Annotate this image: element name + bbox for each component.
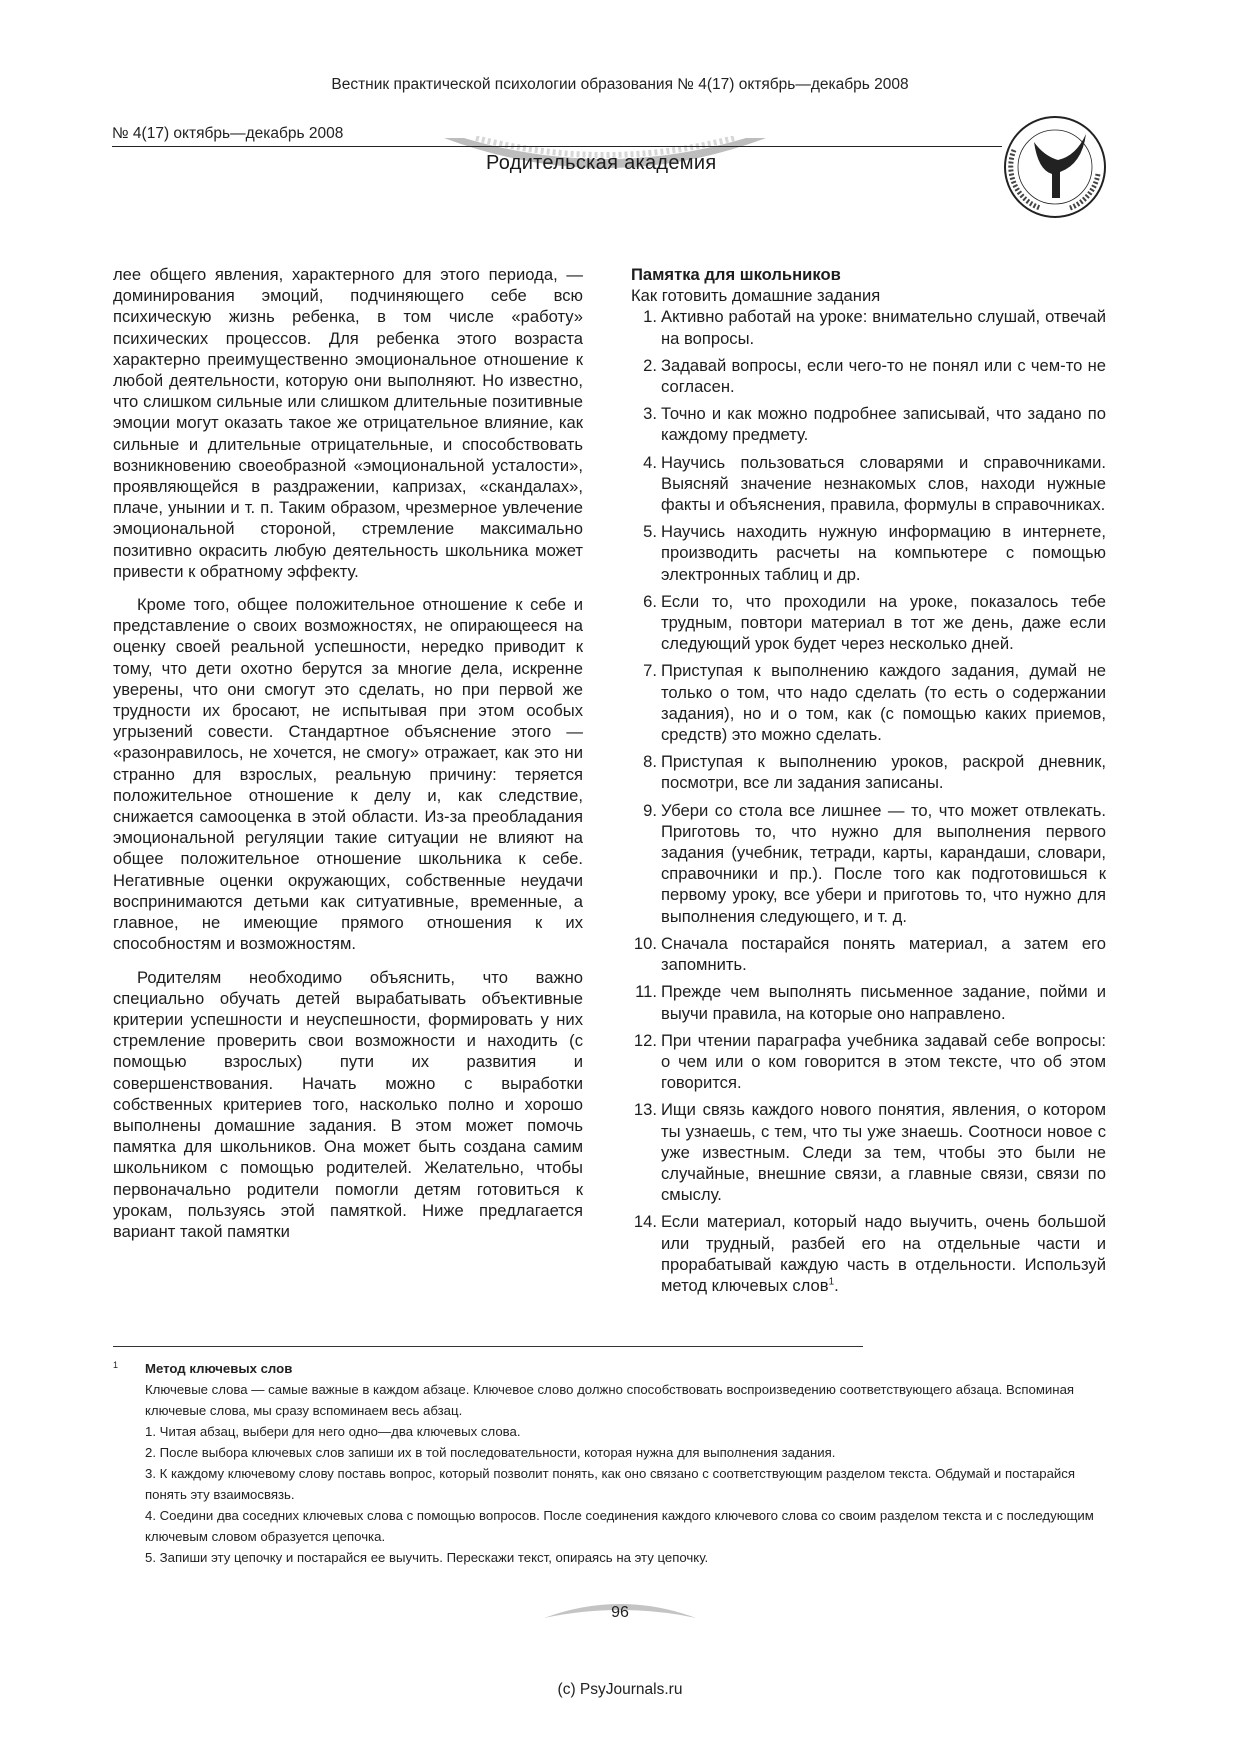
item-text: Научись пользоваться словарями и справочниками. Выясняй значение незнакомых слов, находи нужные факты и объяснения, правила, формулы в справочниках.: [661, 452, 1106, 515]
list-item: [631, 452, 1106, 516]
footnote-line: 1. Читая абзац, выбери для него одно—два ключевых слова.: [145, 1424, 521, 1439]
list-item: [631, 1099, 1106, 1205]
footnote-marker: 1: [113, 1360, 119, 1370]
list-item: [631, 355, 1106, 397]
list-item: [631, 403, 1106, 445]
item-number: 9.: [643, 800, 657, 820]
page-number: 96: [611, 1604, 629, 1621]
copyright: (c) PsyJournals.ru: [557, 1681, 683, 1698]
list-item: [631, 933, 1106, 975]
item-text: Точно и как можно подробнее записывай, что задано по каждому предмету.: [661, 404, 1106, 445]
item-text: Прежде чем выполнять письменное задание, пойми и выучи правила, на которые оно направлено.: [661, 982, 1106, 1023]
item-number: 12.: [633, 1030, 657, 1050]
item-text: Приступая к выполнению каждого задания, думай не только о том, что надо сделать (то есть о содержании задания), но и о том, как (с помощью каких приемов, средств) это можно сделать.: [661, 661, 1106, 745]
list-item: [631, 981, 1106, 1023]
header-rule: [112, 146, 1002, 147]
item-number: 3.: [643, 404, 657, 424]
footnote-reference[interactable]: 1: [828, 1276, 835, 1288]
item-text: Если материал, который надо выучить, очень большой или трудный, разбей его на отдельные части и прорабатывай каждую часть в отдельности. Используй метод ключевых слов$^1$.: [661, 1212, 1106, 1295]
item-text: Убери со стола все лишнее — то, что может отвлекать. Приготовь то, что нужно для выполнения первого задания (учебник, тетради, карты, карандаши, словари, справочники и пр.). После того как подготовишься к первому уроку, все убери и приготовь то, что нужно для выполнения следующего, и т. д.: [661, 800, 1106, 926]
right-column: [631, 264, 1106, 1302]
item-number: 4.: [643, 452, 657, 472]
item-number: 8.: [643, 752, 657, 772]
footnote-rule: [113, 1346, 863, 1347]
item-number: 2.: [643, 355, 657, 375]
memo-subtitle: Как готовить домашние задания: [631, 286, 881, 306]
list-item: [631, 306, 1106, 348]
footnote-line: 5. Запиши эту цепочку и постарайся ее выучить. Перескажи текст, опираясь на эту цепочку.: [145, 1550, 709, 1565]
memo-list: [631, 306, 1106, 1296]
list-item: [631, 660, 1106, 745]
item-text: Задавай вопросы, если чего-то не понял или с чем-то не согласен.: [661, 355, 1106, 397]
footnote-line: 2. После выбора ключевых слов запиши их в той последовательности, которая нужна для выполнения задания.: [145, 1445, 836, 1460]
item-text: При чтении параграфа учебника задавай себе вопросы: о чем или о ком говорится в этом тексте, что об этом говорится.: [661, 1030, 1106, 1093]
section-title: Родительская академия: [486, 152, 717, 174]
item-number: 11.: [635, 982, 657, 1002]
item-text: Активно работай на уроке: внимательно слушай, отвечай на вопросы.: [661, 307, 1106, 348]
item-text: Ищи связь каждого нового понятия, явления, о котором ты узнаешь, с тем, что ты уже знаешь. Соотноси новое с уже известным. Следи за тем, чтобы это были не случайные, внешние связи, а главные связи, связи по смыслу.: [661, 1100, 1106, 1205]
paragraph: лее общего явления, характерного для этого периода, — доминирования эмоций, подчиняющего себе всю психическую жизнь ребенка, в том числе «работу» психических процессов. Для ребенка этого возраста характерно преимущественно эмоциональное отношение к любой деятельности, которую они выполняют. Но известно, что слишком сильные или слишком длительные позитивные эмоции могут оказать такое же отрицательное влияние, как сильные и длительные отрицательные, и способствовать возникновению своеобразной «эмоциональной усталости», проявляющейся в раздражении, капризах, «скандалах», плаче, унынии и т. п. Таким образом, чрезмерное увлечение эмоциональной стороной, стремление максимально позитивно окрасить любую деятельность школьника может привести к обратному эффекту.: [113, 265, 583, 581]
item-number: 13.: [633, 1100, 657, 1120]
list-item: [631, 1211, 1106, 1296]
footnote-line: 4. Соедини два соседних ключевых слова с помощью вопросов. После соединения каждого ключевого слова со своим разделом текста и с последующим ключевым словом образуется цепочка.: [145, 1508, 1094, 1544]
footnote-line: 3. К каждому ключевому слову поставь вопрос, который позволит понять, как оно связано с соответствующим разделом текста. Обдумай и постарайся понять эту взаимосвязь.: [145, 1466, 1076, 1502]
list-item: [631, 1030, 1106, 1094]
list-item: [631, 591, 1106, 655]
item-number: 10.: [633, 933, 657, 953]
item-text: Приступая к выполнению уроков, раскрой дневник, посмотри, все ли задания записаны.: [661, 752, 1106, 793]
paragraph: Родителям необходимо объяснить, что важно специально обучать детей вырабатывать объективные критерии успешности и неуспешности, формировать у них стремление проверить свои возможности и находить (с помощью взрослых) пути их развития и совершенствования. Начать можно с выработки собственных критериев того, насколько полно и хорошо выполнены домашние задания. В этом может помочь памятка для школьников. Она может быть создана самим школьником с помощью родителей. Желательно, чтобы первоначально родители помогли детям готовиться к урокам, пользуясь этой памяткой. Ниже предлагается вариант такой памятки: [113, 967, 583, 1241]
list-item: [631, 751, 1106, 793]
memo-title: Памятка для школьников: [631, 265, 841, 284]
item-text-body: Если материал, который надо выучить, очень большой или трудный, разбей его на отдельные части и прорабатывай каждую часть в отдельности. Используй метод ключевых слов: [661, 1212, 1106, 1295]
item-text: Сначала постарайся понять материал, а затем его запомнить.: [661, 933, 1106, 975]
journal-logo-icon: [1000, 112, 1110, 222]
footnote: [113, 1358, 1103, 1568]
item-text: Если то, что проходили на уроке, показалось тебе трудным, повтори материал в тот же день, даже если следующий урок будет через несколько дней.: [661, 591, 1106, 654]
paragraph: Кроме того, общее положительное отношение к себе и представление о своих возможностях, не опирающееся на оценку своей реальной успешности, нередко приводит к тому, что дети охотно берутся за многие дела, искренне уверены, что они смогут это сделать, но при первой же трудности их бросают, не испытывая при этом особых угрызений совести. Стандартное объяснение этого — «разонравилось, не хочется, не смогу» отражает, как это ни странно для взрослых, реальную причину: теряется положительное отношение к делу и, как следствие, снижается самооценка в этой области. Из-за преобладания эмоциональной регуляции такие ситуации не влияют на общее положительное отношение школьника к себе. Негативные оценки окружающих, собственные неудачи воспринимаются детьми как ситуативные, временные, а главное, не имеющие прямого отношения к их способностям и возможностям.: [113, 595, 583, 954]
footnote-line: Ключевые слова — самые важные в каждом абзаце. Ключевое слово должно способствовать воспроизведению соответствующего абзаца. Вспоминая ключевые слова, мы сразу вспоминаем весь абзац.: [145, 1382, 1075, 1418]
item-text: Научись находить нужную информацию в интернете, производить расчеты на компьютере с помощью электронных таблиц и др.: [661, 522, 1106, 584]
item-number: 14.: [633, 1212, 657, 1232]
left-column: [113, 264, 583, 1242]
journal-banner: Вестник практической психологии образования № 4(17) октябрь—декабрь 2008: [331, 76, 909, 93]
footnote-title: Метод ключевых слов: [145, 1361, 293, 1376]
list-item: [631, 800, 1106, 927]
item-number: 6.: [643, 591, 657, 611]
issue-label: № 4(17) октябрь—декабрь 2008: [112, 125, 344, 142]
item-number: 7.: [643, 661, 657, 681]
list-item: [631, 521, 1106, 585]
item-number: 1.: [643, 307, 657, 327]
footnote-body: [145, 1379, 1103, 1568]
item-number: 5.: [643, 522, 657, 542]
